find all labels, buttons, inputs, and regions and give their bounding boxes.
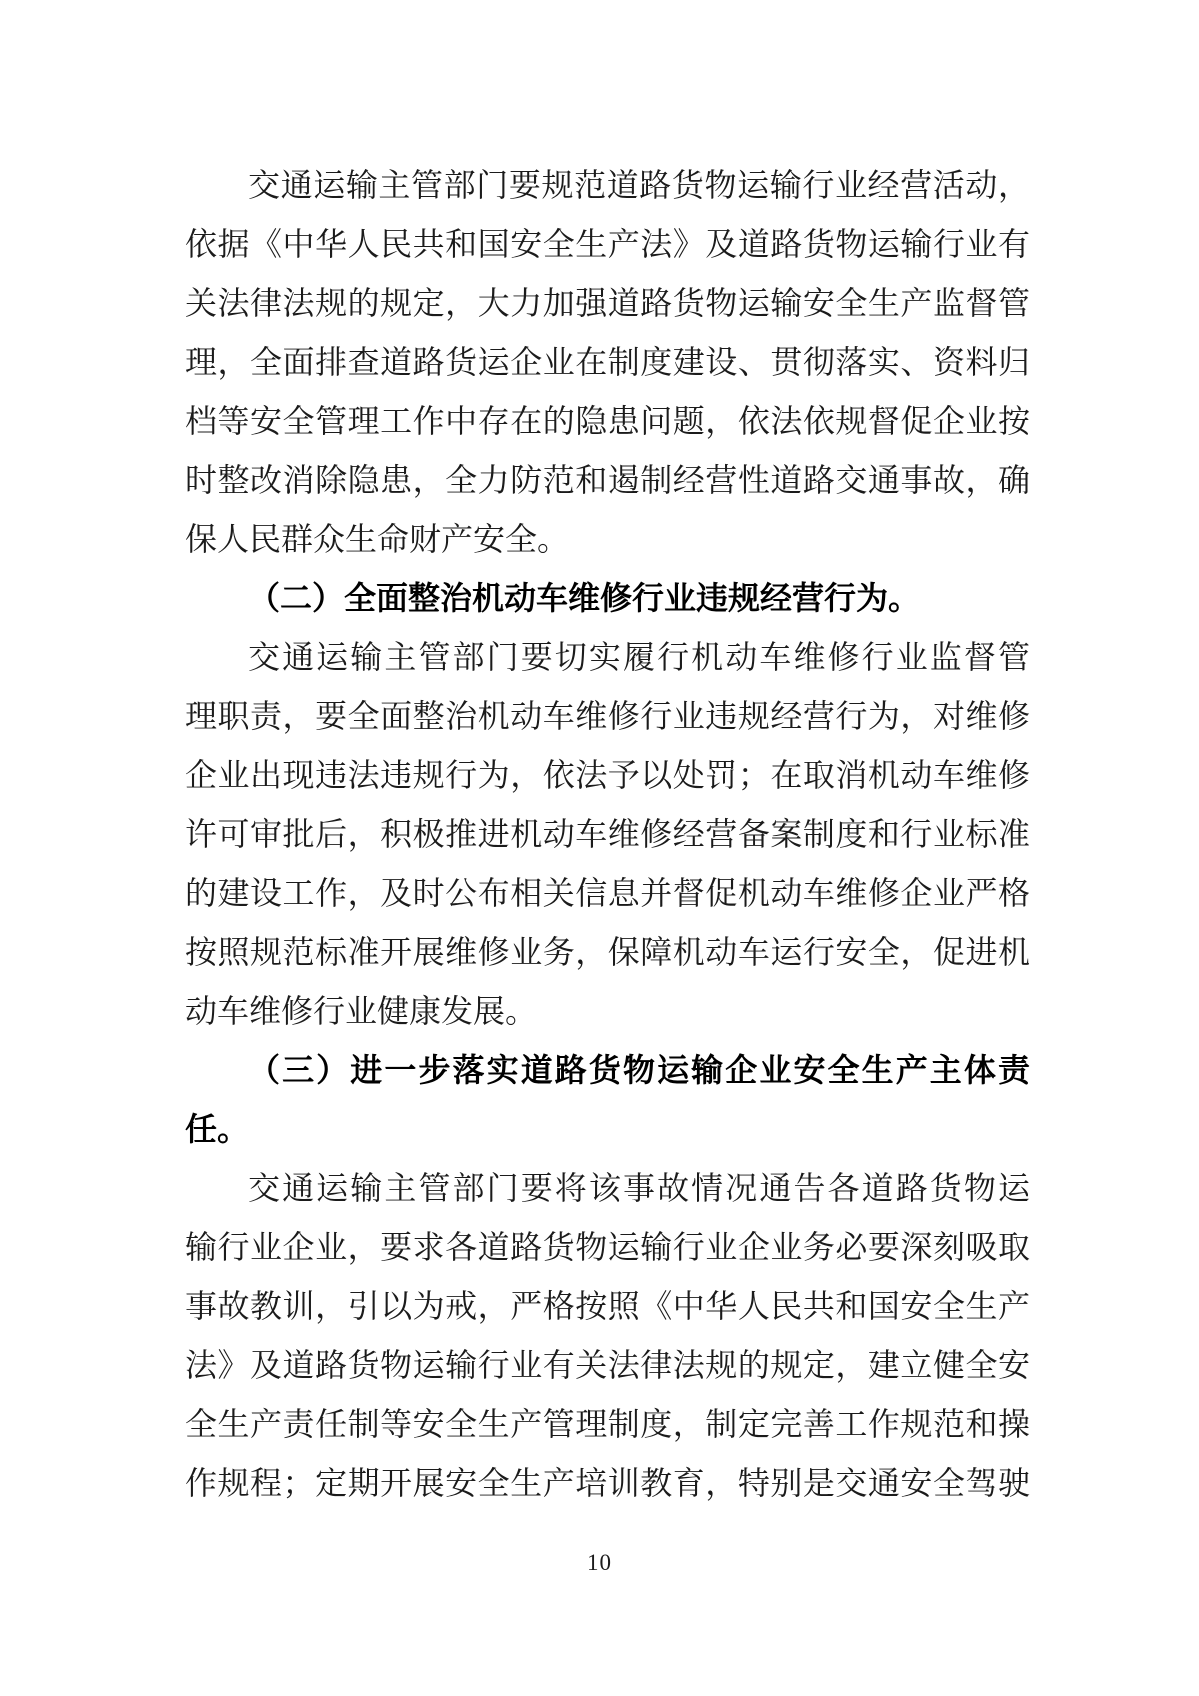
- paragraph-line: 动车维修行业健康发展。: [185, 993, 538, 1029]
- paragraph-line: 理，全面排查道路货运企业在制度建设、贯彻落实、资料归: [185, 344, 1030, 380]
- paragraph-line: 作规程；定期开展安全生产培训教育，特别是交通安全驾驶: [185, 1465, 1030, 1501]
- paragraph-line: 许可审批后，积极推进机动车维修经营备案制度和行业标准: [185, 816, 1030, 852]
- page-footer: [0, 1548, 1199, 1578]
- paragraph-line: 时整改消除隐患，全力防范和遏制经营性道路交通事故，确: [185, 462, 1030, 498]
- section-heading-line: （三）进一步落实道路货物运输企业安全生产主体责: [248, 1052, 1030, 1088]
- paragraph-line: 保人民群众生命财产安全。: [185, 521, 570, 557]
- document-body: [185, 156, 1030, 1513]
- paragraph-line: 按照规范标准开展维修业务，保障机动车运行安全，促进机: [185, 934, 1030, 970]
- paragraph-line: 企业出现违法违规行为，依法予以处罚；在取消机动车维修: [185, 757, 1030, 793]
- paragraph-line: 关法律法规的规定，大力加强道路货物运输安全生产监督管: [185, 285, 1030, 321]
- paragraph-line: 法》及道路货物运输行业有关法律法规的规定，建立健全安: [185, 1347, 1030, 1383]
- paragraph-line: 交通运输主管部门要将该事故情况通告各道路货物运: [248, 1170, 1030, 1206]
- page-number: 10: [587, 1550, 612, 1575]
- section-heading-line: 任。: [185, 1111, 250, 1147]
- paragraph-line: 的建设工作，及时公布相关信息并督促机动车维修企业严格: [185, 875, 1030, 911]
- paragraph-line: 档等安全管理工作中存在的隐患问题，依法依规督促企业按: [185, 403, 1030, 439]
- paragraph-line: 输行业企业，要求各道路货物运输行业企业务必要深刻吸取: [185, 1229, 1030, 1265]
- paragraph-line: 交通运输主管部门要规范道路货物运输行业经营活动，: [248, 167, 1030, 203]
- section-heading-line: （二）全面整治机动车维修行业违规经营行为。: [248, 580, 921, 616]
- paragraph-line: 依据《中华人民共和国安全生产法》及道路货物运输行业有: [185, 226, 1030, 262]
- paragraph-line: 事故教训，引以为戒，严格按照《中华人民共和国安全生产: [185, 1288, 1030, 1324]
- paragraph-line: 理职责，要全面整治机动车维修行业违规经营行为，对维修: [185, 698, 1030, 734]
- paragraph-line: 交通运输主管部门要切实履行机动车维修行业监督管: [248, 639, 1030, 675]
- paragraph-line: 全生产责任制等安全生产管理制度，制定完善工作规范和操: [185, 1406, 1030, 1442]
